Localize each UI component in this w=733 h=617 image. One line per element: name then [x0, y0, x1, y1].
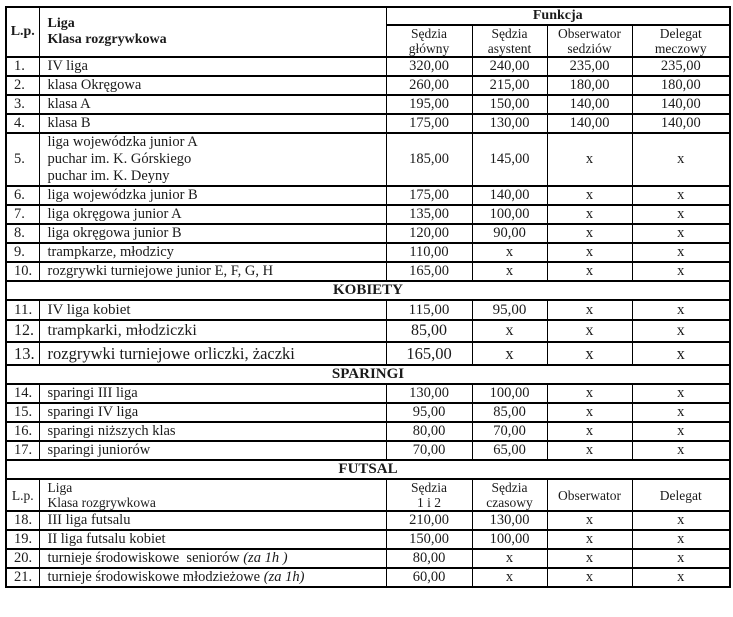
row-league-line: [48, 115, 386, 132]
row-league-name: [39, 95, 386, 114]
table-row: [6, 530, 730, 549]
row-number: 7.: [6, 205, 39, 224]
row-league-text: liga wojewódzka junior B: [47, 187, 198, 203]
fee-cell: 115,00: [386, 300, 472, 320]
fee-cell: x: [632, 262, 730, 281]
row-number: 19.: [6, 530, 39, 549]
row-league-name: [39, 511, 386, 530]
row-league-name: [39, 549, 386, 568]
row-league-name: [39, 114, 386, 133]
row-league-name: [39, 205, 386, 224]
row-league-name: [39, 342, 386, 365]
row-league-line: [48, 385, 386, 402]
row-league-line: [48, 96, 386, 113]
fee-cell: 140,00: [547, 95, 632, 114]
fee-cell: 140,00: [547, 114, 632, 133]
fee-cell: 100,00: [472, 384, 547, 403]
fee-cell: x: [632, 511, 730, 530]
fee-cell: 150,00: [386, 530, 472, 549]
fee-cell: x: [547, 342, 632, 365]
fee-cell: 140,00: [472, 186, 547, 205]
header-role-line: asystent: [487, 41, 532, 56]
fee-cell: x: [547, 403, 632, 422]
row-number: 6.: [6, 186, 39, 205]
fee-cell: x: [547, 262, 632, 281]
header-role-line: meczowy: [654, 41, 707, 56]
header-role-line: Sędzia: [491, 26, 528, 41]
fee-cell: 120,00: [386, 224, 472, 243]
row-league-line: [48, 442, 386, 459]
fee-cell: 95,00: [386, 403, 472, 422]
table-row: [6, 95, 730, 114]
fee-cell: 80,00: [386, 549, 472, 568]
header-role-column: [632, 25, 730, 57]
header-league-line: Liga: [47, 16, 75, 31]
fee-cell: x: [472, 549, 547, 568]
fee-cell: 80,00: [386, 422, 472, 441]
fee-cell: x: [632, 441, 730, 460]
header-role-line: główny: [408, 41, 450, 56]
table-row: [6, 114, 730, 133]
row-league-line: [48, 134, 386, 151]
fee-cell: x: [547, 568, 632, 587]
fee-cell: 320,00: [386, 57, 472, 76]
fee-cell: x: [547, 186, 632, 205]
header-role-line: Obserwator: [558, 26, 621, 41]
section-header-role-line: Sędzia: [491, 480, 528, 495]
row-league-text: II liga futsalu kobiet: [47, 531, 166, 547]
row-league-line: [48, 404, 386, 421]
fee-cell: 85,00: [472, 403, 547, 422]
fee-cell: 130,00: [472, 511, 547, 530]
fee-cell: x: [547, 530, 632, 549]
section-header-role-line: Delegat: [659, 487, 702, 503]
fee-cell: x: [632, 320, 730, 342]
row-league-name: [39, 568, 386, 587]
section-title-sparingi: SPARINGI: [6, 365, 730, 384]
row-league-line: [48, 225, 386, 242]
table-row: [6, 262, 730, 281]
fee-cell: x: [632, 549, 730, 568]
row-league-text: puchar im. K. Deyny: [47, 168, 170, 184]
fee-cell: 85,00: [386, 320, 472, 342]
row-league-line: [48, 151, 386, 168]
section-header-role-line: Sędzia: [411, 480, 447, 495]
fee-cell: x: [547, 384, 632, 403]
row-league-name: [39, 262, 386, 281]
fee-cell: x: [632, 568, 730, 587]
fee-cell: 180,00: [632, 76, 730, 95]
fee-cell: x: [632, 300, 730, 320]
header-role-column: [472, 25, 547, 57]
table-header: [6, 7, 730, 57]
table-row: [6, 568, 730, 587]
row-league-line: [48, 423, 386, 440]
row-league-text: klasa B: [47, 115, 91, 131]
table-row: [6, 243, 730, 262]
fee-cell: x: [547, 511, 632, 530]
fee-cell: x: [632, 205, 730, 224]
row-league-name: [39, 133, 386, 186]
row-league-text: trampkarze, młodzicy: [47, 244, 174, 260]
fee-cell: 110,00: [386, 243, 472, 262]
fee-cell: x: [472, 342, 547, 365]
section-title-kobiety: KOBIETY: [6, 281, 730, 300]
fee-cell: 150,00: [472, 95, 547, 114]
fee-cell: 140,00: [632, 95, 730, 114]
row-number: 2.: [6, 76, 39, 95]
fee-cell: 235,00: [547, 57, 632, 76]
row-number: 12.: [6, 320, 39, 342]
table-row: [6, 441, 730, 460]
fee-cell: x: [632, 422, 730, 441]
row-league-text: liga wojewódzka junior A: [47, 134, 198, 150]
section-title-futsal: FUTSAL: [6, 460, 730, 479]
row-league-text: liga okręgowa junior B: [47, 225, 182, 241]
fee-cell: 100,00: [472, 530, 547, 549]
fee-cell: 145,00: [472, 133, 547, 186]
fee-cell: 140,00: [632, 114, 730, 133]
fee-cell: x: [547, 441, 632, 460]
row-number: 5.: [6, 133, 39, 186]
row-league-text: klasa Okręgowa: [47, 77, 142, 93]
row-league-text: sparingi juniorów: [47, 442, 151, 458]
fee-cell: x: [547, 224, 632, 243]
fee-cell: x: [472, 568, 547, 587]
row-number: 14.: [6, 384, 39, 403]
row-league-name: [39, 300, 386, 320]
table-row: [6, 403, 730, 422]
fee-cell: x: [547, 422, 632, 441]
fee-cell: x: [547, 300, 632, 320]
table-row: [6, 384, 730, 403]
row-league-line: [48, 321, 386, 341]
fee-cell: x: [547, 320, 632, 342]
row-number: 16.: [6, 422, 39, 441]
fee-cell: 180,00: [547, 76, 632, 95]
fee-cell: 130,00: [472, 114, 547, 133]
table-row: [6, 300, 730, 320]
row-number: 1.: [6, 57, 39, 76]
fee-cell: 260,00: [386, 76, 472, 95]
fee-cell: x: [547, 205, 632, 224]
table-row: [6, 186, 730, 205]
fee-cell: x: [632, 403, 730, 422]
row-number: 13.: [6, 342, 39, 365]
row-league-text: trampkarki, młodziczki: [47, 322, 197, 339]
row-league-name: [39, 403, 386, 422]
row-league-text: IV liga: [47, 58, 88, 74]
fee-cell: 60,00: [386, 568, 472, 587]
row-league-line: [48, 168, 386, 185]
row-league-name: [39, 320, 386, 342]
section-header-role-line: Obserwator: [558, 487, 621, 503]
row-league-line: [48, 302, 386, 319]
fee-cell: 100,00: [472, 205, 547, 224]
fee-cell: 235,00: [632, 57, 730, 76]
row-league-text: turnieje środowiskowe seniorów: [47, 550, 240, 566]
row-league-name: [39, 186, 386, 205]
fee-cell: x: [547, 243, 632, 262]
row-number: 3.: [6, 95, 39, 114]
row-number: 21.: [6, 568, 39, 587]
row-number: 15.: [6, 403, 39, 422]
table-row: [6, 511, 730, 530]
row-league-name: [39, 384, 386, 403]
table-row: [6, 205, 730, 224]
row-league-name: [39, 76, 386, 95]
fee-cell: 70,00: [472, 422, 547, 441]
row-league-name: [39, 441, 386, 460]
fee-cell: 135,00: [386, 205, 472, 224]
fee-cell: 175,00: [386, 186, 472, 205]
row-league-name: [39, 57, 386, 76]
section-header-role-column: [632, 479, 730, 511]
row-league-text: turnieje środowiskowe młodzieżowe: [47, 569, 261, 585]
row-number: 10.: [6, 262, 39, 281]
row-league-text: liga okręgowa junior A: [47, 206, 182, 222]
row-league-name: [39, 422, 386, 441]
row-note-italic: (za 1h ): [243, 550, 288, 566]
fee-cell: 165,00: [386, 342, 472, 365]
table-row: [6, 76, 730, 95]
fee-cell: 240,00: [472, 57, 547, 76]
row-number: 11.: [6, 300, 39, 320]
fee-cell: x: [547, 133, 632, 186]
table-row: [6, 422, 730, 441]
section-header-role-line: 1 i 2: [416, 495, 441, 510]
row-league-text: rozgrywki turniejowe junior E, F, G, H: [47, 263, 274, 279]
fee-cell: x: [472, 320, 547, 342]
header-league-line: Klasa rozgrywkowa: [47, 32, 167, 47]
fee-cell: 175,00: [386, 114, 472, 133]
row-number: 8.: [6, 224, 39, 243]
header-role-line: Sędzia: [411, 26, 447, 41]
row-league-line: [48, 531, 386, 548]
table-row: [6, 549, 730, 568]
fee-cell: 130,00: [386, 384, 472, 403]
row-league-line: [48, 58, 386, 75]
row-note-italic: (za 1h): [263, 569, 305, 585]
header-role-line: Delegat: [659, 26, 702, 41]
fee-cell: x: [632, 243, 730, 262]
table-row: [6, 57, 730, 76]
fee-cell: 90,00: [472, 224, 547, 243]
header-role-column: [386, 25, 472, 57]
section-header-lp: L.p.: [6, 479, 39, 511]
fee-cell: 195,00: [386, 95, 472, 114]
section-header-role-column: [386, 479, 472, 511]
header-lp: L.p.: [6, 7, 39, 57]
section-header-league-class: [39, 479, 386, 511]
fee-cell: 70,00: [386, 441, 472, 460]
row-league-text: III liga futsalu: [47, 512, 131, 528]
row-league-text: rozgrywki turniejowe orliczki, żaczki: [47, 343, 295, 363]
fee-cell: x: [547, 549, 632, 568]
header-role-column: [547, 25, 632, 57]
row-league-text: sparingi III liga: [47, 385, 138, 401]
header-role-line: sedziów: [567, 41, 612, 56]
row-league-text: sparingi IV liga: [47, 404, 139, 420]
header-league-class: [39, 7, 386, 57]
fee-cell: 65,00: [472, 441, 547, 460]
row-league-line: [48, 512, 386, 529]
section-header-league-line: Liga: [47, 480, 73, 495]
row-number: 9.: [6, 243, 39, 262]
fee-cell: 95,00: [472, 300, 547, 320]
row-league-text: IV liga kobiet: [47, 301, 131, 318]
row-league-line: [48, 263, 386, 280]
fee-cell: 215,00: [472, 76, 547, 95]
row-league-name: [39, 530, 386, 549]
table-row: [6, 320, 730, 342]
row-league-line: [48, 206, 386, 223]
header-function: Funkcja: [386, 7, 730, 25]
fee-cell: x: [472, 262, 547, 281]
section-header-role-column: [547, 479, 632, 511]
row-league-line: [48, 569, 386, 586]
section-header-role-line: czasowy: [486, 495, 533, 510]
fee-cell: x: [632, 186, 730, 205]
fee-cell: x: [632, 342, 730, 365]
fee-cell: x: [632, 133, 730, 186]
fee-cell: x: [632, 530, 730, 549]
fee-cell: 165,00: [386, 262, 472, 281]
row-number: 20.: [6, 549, 39, 568]
fee-cell: x: [632, 224, 730, 243]
table-row: [6, 342, 730, 365]
row-league-text: klasa A: [47, 96, 91, 112]
table-row: [6, 224, 730, 243]
referee-fees-table: [5, 6, 731, 588]
fee-cell: x: [632, 384, 730, 403]
table-row: [6, 133, 730, 186]
row-number: 18.: [6, 511, 39, 530]
row-league-line: [48, 77, 386, 94]
row-league-name: [39, 243, 386, 262]
row-league-text: puchar im. K. Górskiego: [47, 151, 192, 167]
row-number: 4.: [6, 114, 39, 133]
section-header-role-column: [472, 479, 547, 511]
fee-cell: 185,00: [386, 133, 472, 186]
row-league-text: sparingi niższych klas: [47, 423, 176, 439]
row-number: 17.: [6, 441, 39, 460]
row-league-name: [39, 224, 386, 243]
row-league-line: [48, 244, 386, 261]
row-league-line: [48, 344, 386, 364]
section-header-league-line: Klasa rozgrywkowa: [47, 495, 156, 510]
row-league-line: [48, 187, 386, 204]
table-body: [6, 57, 730, 587]
fee-cell: x: [472, 243, 547, 262]
fee-cell: 210,00: [386, 511, 472, 530]
row-league-line: [48, 550, 386, 567]
